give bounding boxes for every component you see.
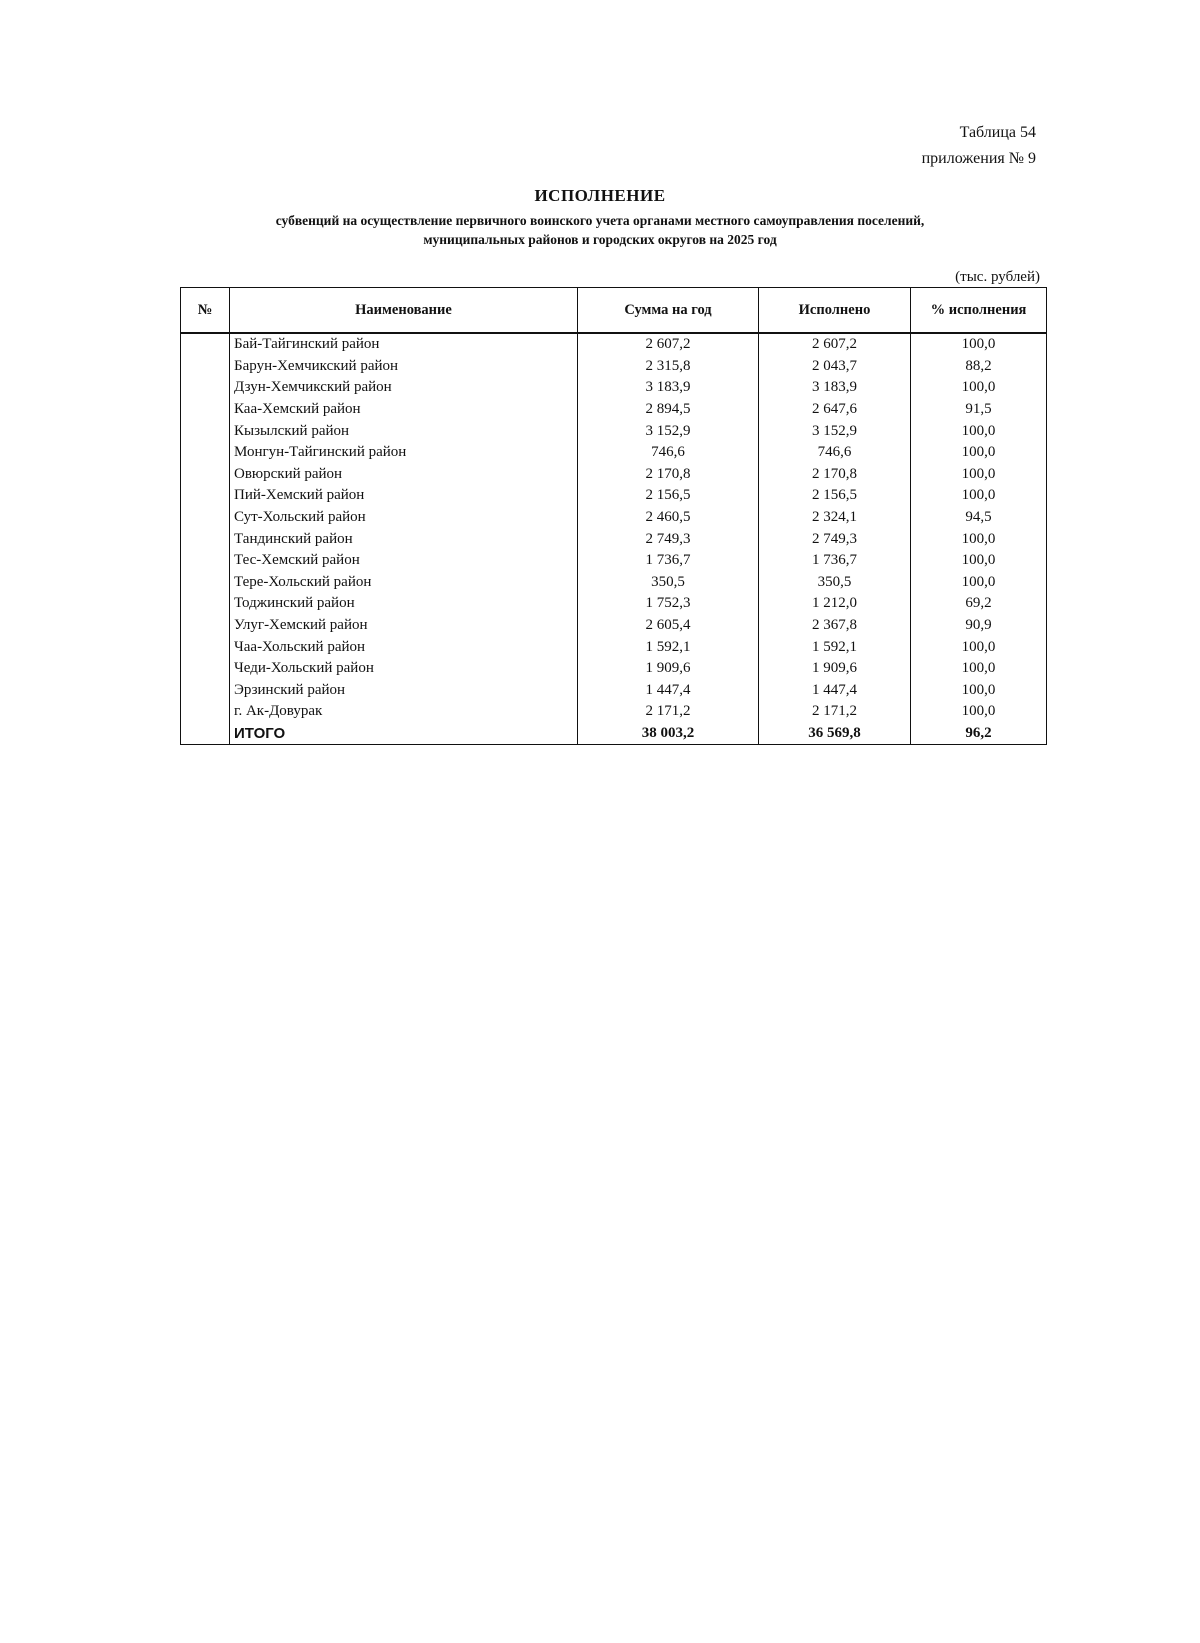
table-row	[181, 550, 1047, 572]
row-number-cell	[181, 485, 230, 507]
row-sum-cell: 2 607,2	[578, 333, 759, 356]
row-number-cell	[181, 528, 230, 550]
row-number-cell	[181, 680, 230, 702]
row-number-cell	[181, 615, 230, 637]
row-name-cell: Эрзинский район	[230, 680, 578, 702]
row-done-cell: 2 324,1	[759, 507, 911, 529]
row-sum-cell: 3 183,9	[578, 377, 759, 399]
row-name-cell: Сут-Хольский район	[230, 507, 578, 529]
row-done-cell: 2 171,2	[759, 701, 911, 723]
document-subtitle-line2: муниципальных районов и городских округов на 2025 год	[423, 232, 777, 247]
row-pct-cell: 90,9	[911, 615, 1047, 637]
execution-table	[180, 287, 1047, 745]
row-done-cell: 3 152,9	[759, 420, 911, 442]
row-number-cell	[181, 636, 230, 658]
row-done-cell: 2 749,3	[759, 528, 911, 550]
table-row	[181, 680, 1047, 702]
column-header-number: №	[181, 288, 230, 334]
units-note: (тыс. рублей)	[955, 269, 1040, 285]
total-name-cell: ИТОГО	[230, 723, 578, 745]
row-sum-cell: 3 152,9	[578, 420, 759, 442]
table-row	[181, 485, 1047, 507]
row-name-cell: Тере-Хольский район	[230, 572, 578, 594]
table-header-row	[181, 288, 1047, 334]
row-done-cell: 1 736,7	[759, 550, 911, 572]
row-done-cell: 2 607,2	[759, 333, 911, 356]
total-pct-cell: 96,2	[911, 723, 1047, 745]
row-pct-cell: 100,0	[911, 377, 1047, 399]
row-sum-cell: 2 171,2	[578, 701, 759, 723]
table-row	[181, 658, 1047, 680]
document-title: ИСПОЛНЕНИЕ	[534, 186, 666, 205]
row-name-cell: Кызылский район	[230, 420, 578, 442]
row-done-cell: 746,6	[759, 442, 911, 464]
row-sum-cell: 2 156,5	[578, 485, 759, 507]
row-name-cell: Каа-Хемский район	[230, 399, 578, 421]
column-header-executed: Исполнено	[759, 288, 911, 334]
row-done-cell: 2 647,6	[759, 399, 911, 421]
row-done-cell: 1 592,1	[759, 636, 911, 658]
row-done-cell: 350,5	[759, 572, 911, 594]
row-pct-cell: 69,2	[911, 593, 1047, 615]
row-sum-cell: 2 170,8	[578, 464, 759, 486]
row-pct-cell: 91,5	[911, 399, 1047, 421]
row-pct-cell: 100,0	[911, 550, 1047, 572]
row-done-cell: 1 909,6	[759, 658, 911, 680]
row-done-cell: 2 043,7	[759, 356, 911, 378]
table-row	[181, 593, 1047, 615]
table-row	[181, 333, 1047, 356]
row-sum-cell: 1 909,6	[578, 658, 759, 680]
table-row	[181, 615, 1047, 637]
row-done-cell: 2 367,8	[759, 615, 911, 637]
row-number-cell	[181, 442, 230, 464]
table-row	[181, 442, 1047, 464]
row-number-cell	[181, 464, 230, 486]
row-number-cell	[181, 333, 230, 356]
table-row	[181, 464, 1047, 486]
table-reference: Таблица 54	[959, 124, 1036, 141]
row-name-cell: Барун-Хемчикский район	[230, 356, 578, 378]
row-number-cell	[181, 658, 230, 680]
row-name-cell: Улуг-Хемский район	[230, 615, 578, 637]
row-done-cell: 3 183,9	[759, 377, 911, 399]
table-row	[181, 507, 1047, 529]
total-done-cell: 36 569,8	[759, 723, 911, 745]
table-row	[181, 399, 1047, 421]
row-pct-cell: 100,0	[911, 528, 1047, 550]
row-sum-cell: 2 315,8	[578, 356, 759, 378]
row-number-cell	[181, 356, 230, 378]
row-pct-cell: 100,0	[911, 420, 1047, 442]
document-subtitle-line1: субвенций на осуществление первичного воинского учета органами местного самоуправления поселений,	[275, 213, 925, 228]
row-name-cell: Тоджинский район	[230, 593, 578, 615]
table-row	[181, 636, 1047, 658]
row-sum-cell: 2 749,3	[578, 528, 759, 550]
row-pct-cell: 100,0	[911, 636, 1047, 658]
total-sum-cell: 38 003,2	[578, 723, 759, 745]
table-row	[181, 420, 1047, 442]
column-header-name: Наименование	[230, 288, 578, 334]
row-number-cell	[181, 507, 230, 529]
row-pct-cell: 100,0	[911, 333, 1047, 356]
row-number-cell	[181, 550, 230, 572]
row-name-cell: Пий-Хемский район	[230, 485, 578, 507]
row-done-cell: 1 447,4	[759, 680, 911, 702]
table-row	[181, 377, 1047, 399]
row-number-cell	[181, 377, 230, 399]
row-name-cell: Чаа-Хольский район	[230, 636, 578, 658]
row-sum-cell: 350,5	[578, 572, 759, 594]
column-header-annual-sum: Сумма на год	[578, 288, 759, 334]
row-number-cell	[181, 593, 230, 615]
row-done-cell: 1 212,0	[759, 593, 911, 615]
row-name-cell: г. Ак-Довурак	[230, 701, 578, 723]
row-number-cell	[181, 399, 230, 421]
row-name-cell: Бай-Тайгинский район	[230, 333, 578, 356]
row-pct-cell: 100,0	[911, 680, 1047, 702]
row-name-cell: Монгун-Тайгинский район	[230, 442, 578, 464]
row-sum-cell: 2 605,4	[578, 615, 759, 637]
row-name-cell: Тандинский район	[230, 528, 578, 550]
table-row	[181, 572, 1047, 594]
row-name-cell: Овюрский район	[230, 464, 578, 486]
table-total-row	[181, 723, 1047, 745]
row-pct-cell: 100,0	[911, 572, 1047, 594]
row-number-cell	[181, 420, 230, 442]
row-sum-cell: 746,6	[578, 442, 759, 464]
row-sum-cell: 2 894,5	[578, 399, 759, 421]
appendix-reference: приложения № 9	[921, 150, 1036, 167]
row-name-cell: Тес-Хемский район	[230, 550, 578, 572]
total-number-cell	[181, 723, 230, 745]
row-pct-cell: 100,0	[911, 701, 1047, 723]
row-number-cell	[181, 701, 230, 723]
row-pct-cell: 100,0	[911, 658, 1047, 680]
row-number-cell	[181, 572, 230, 594]
table-row	[181, 528, 1047, 550]
row-done-cell: 2 170,8	[759, 464, 911, 486]
row-pct-cell: 100,0	[911, 442, 1047, 464]
row-pct-cell: 100,0	[911, 464, 1047, 486]
row-sum-cell: 1 736,7	[578, 550, 759, 572]
table-row	[181, 356, 1047, 378]
row-pct-cell: 88,2	[911, 356, 1047, 378]
table-row	[181, 701, 1047, 723]
row-sum-cell: 1 447,4	[578, 680, 759, 702]
column-header-execution-percent: % исполнения	[911, 288, 1047, 334]
row-pct-cell: 100,0	[911, 485, 1047, 507]
row-sum-cell: 1 592,1	[578, 636, 759, 658]
row-pct-cell: 94,5	[911, 507, 1047, 529]
row-name-cell: Дзун-Хемчикский район	[230, 377, 578, 399]
row-sum-cell: 1 752,3	[578, 593, 759, 615]
row-done-cell: 2 156,5	[759, 485, 911, 507]
row-name-cell: Чеди-Хольский район	[230, 658, 578, 680]
row-sum-cell: 2 460,5	[578, 507, 759, 529]
table-body	[181, 333, 1047, 745]
